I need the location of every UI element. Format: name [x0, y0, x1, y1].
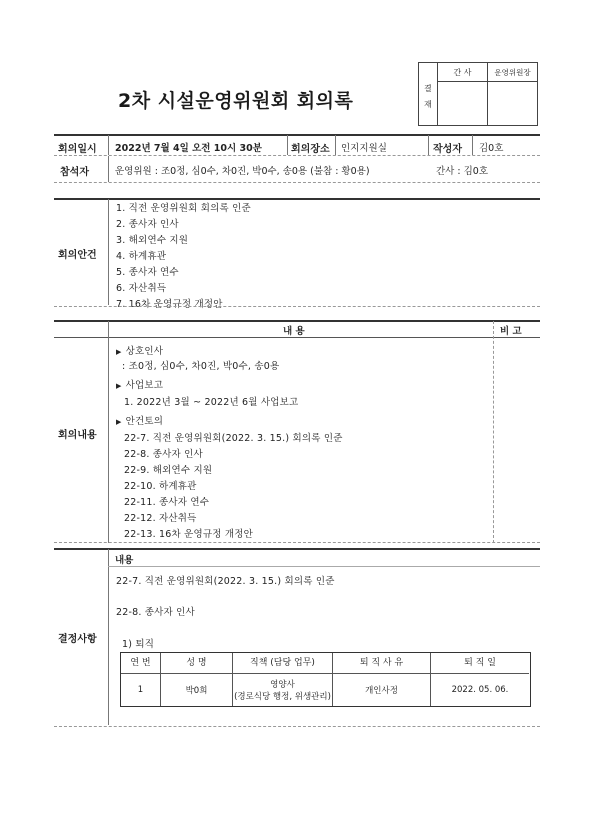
table-header: 직책 (담당 업무) — [233, 653, 333, 674]
role-title: 영양사 — [270, 680, 295, 690]
table-cell-date: 2022. 05. 06. — [451, 685, 509, 695]
content-header-note: 비 고 — [500, 326, 522, 337]
discussion-item: 22-12. 자산취득 — [124, 513, 197, 524]
approval-side-label — [419, 63, 438, 125]
table-cell-no: 1 — [121, 674, 161, 706]
divider — [287, 135, 288, 155]
divider — [54, 320, 540, 322]
author-label: 작성자 — [433, 144, 462, 155]
content-label: 회의내용 — [58, 430, 97, 441]
divider — [54, 306, 540, 307]
agenda-item: 3. 해외연수 지원 — [116, 235, 189, 246]
divider — [335, 135, 336, 155]
place-value: 인지지원실 — [341, 143, 387, 154]
divider — [54, 134, 540, 136]
triangle-bullet-icon: ▶ — [116, 418, 122, 426]
report-section — [116, 377, 163, 391]
page-title: 2차 시설운영위원회 회의록 — [118, 90, 354, 112]
divider — [472, 135, 473, 155]
approval-box — [418, 62, 538, 126]
triangle-bullet-icon: ▶ — [116, 382, 122, 390]
discussion-item: 22-9. 해외연수 지원 — [124, 465, 213, 476]
discussion-title: 안건토의 — [125, 416, 164, 427]
secretary-value: 간사 : 김0호 — [436, 166, 488, 177]
greeting-section — [116, 343, 163, 357]
author-value: 김0호 — [479, 143, 504, 154]
divider — [54, 548, 540, 550]
report-title: 사업보고 — [125, 380, 164, 391]
decision-item: 22-8. 종사자 인사 — [116, 607, 195, 618]
divider — [54, 182, 540, 183]
retirement-subtitle: 1) 퇴직 — [122, 639, 155, 650]
discussion-item: 22-10. 하계휴관 — [124, 481, 197, 492]
table-header: 퇴 직 사 유 — [333, 653, 431, 674]
approval-side-char-2: 재 — [424, 100, 432, 109]
agenda-item: 4. 하계휴관 — [116, 251, 167, 262]
discussion-item: 22-13. 16차 운영규정 개정안 — [124, 529, 253, 540]
table-cell-reason: 개인사정 — [333, 674, 431, 706]
divider — [54, 337, 540, 338]
table-header: 연 번 — [121, 653, 161, 674]
approval-col-secretary: 간 사 — [438, 63, 488, 82]
agenda-label: 회의안건 — [58, 250, 97, 261]
triangle-bullet-icon: ▶ — [116, 348, 122, 356]
place-label: 회의장소 — [291, 144, 330, 155]
content-header-main: 내 용 — [283, 326, 305, 337]
date-value: 2022년 7월 4일 오전 10시 30분 — [115, 143, 262, 154]
attendees-value: 운영위원 : 조0정, 심0수, 차0진, 박0수, 송0용 (불참 : 황0용) — [115, 166, 370, 177]
table-header: 퇴 직 일 — [431, 653, 529, 674]
divider — [108, 135, 109, 155]
approval-side-char-1: 결 — [424, 84, 432, 93]
divider — [108, 156, 109, 182]
discussion-section — [116, 413, 163, 427]
greeting-body: : 조0정, 심0수, 차0진, 박0수, 송0용 — [122, 361, 280, 372]
divider — [54, 155, 540, 156]
divider — [108, 321, 109, 543]
divider — [108, 199, 109, 305]
divider — [428, 135, 429, 155]
table-cell-name: 박0희 — [161, 674, 233, 706]
divider — [108, 549, 109, 725]
approval-sign-secretary — [438, 82, 488, 125]
decision-label: 결정사항 — [58, 634, 97, 645]
role-duty: (경로식당 행정, 위생관리) — [234, 692, 331, 702]
agenda-item: 2. 종사자 인사 — [116, 219, 179, 230]
approval-col-chair: 운영위원장 — [488, 63, 537, 82]
agenda-item: 5. 종사자 연수 — [116, 267, 179, 278]
table-cell-role — [233, 674, 333, 706]
report-body: 1. 2022년 3월 ~ 2022년 6월 사업보고 — [124, 397, 299, 408]
discussion-item: 22-11. 종사자 연수 — [124, 497, 210, 508]
attendees-label: 참석자 — [60, 167, 89, 178]
divider — [493, 321, 494, 543]
discussion-item: 22-8. 종사자 인사 — [124, 449, 203, 460]
divider — [54, 726, 540, 727]
agenda-item: 7. 16차 운영규정 개정안 — [116, 299, 223, 310]
discussion-item: 22-7. 직전 운영위원회(2022. 3. 15.) 회의록 인준 — [124, 433, 343, 444]
greeting-title: 상호인사 — [125, 346, 164, 357]
agenda-item: 6. 자산취득 — [116, 283, 167, 294]
divider — [54, 542, 540, 543]
divider — [108, 566, 540, 567]
table-header: 성 명 — [161, 653, 233, 674]
agenda-item: 1. 직전 운영위원회 회의록 인준 — [116, 203, 251, 214]
decision-header: 내용 — [115, 555, 134, 566]
decision-item: 22-7. 직전 운영위원회(2022. 3. 15.) 회의록 인준 — [116, 576, 335, 587]
date-label: 회의일시 — [58, 144, 97, 155]
retirement-table — [120, 652, 531, 707]
